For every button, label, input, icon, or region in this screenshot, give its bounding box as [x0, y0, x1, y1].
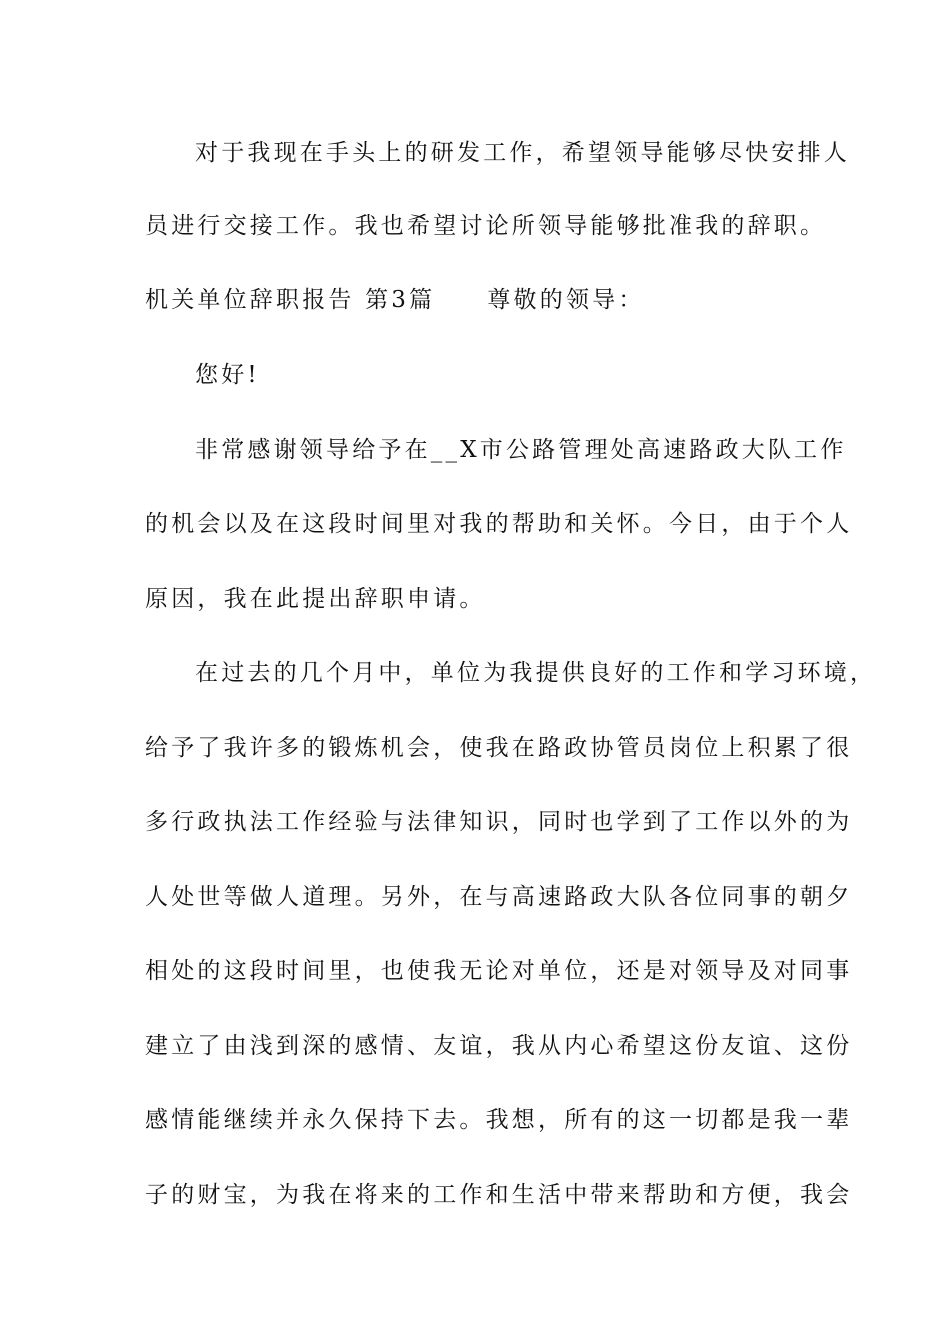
paragraph-line: 人处世等做人道理。另外，在与高速路政大队各位同事的朝夕: [145, 884, 853, 910]
section-heading-line: [145, 285, 645, 315]
paragraph-line: 员进行交接工作。我也希望讨论所领导能够批准我的辞职。: [145, 213, 827, 239]
section-heading: 机关单位辞职报告 第3篇: [145, 287, 436, 313]
paragraph-line: 建立了由浅到深的感情、友谊，我从内心希望这份友谊、这份: [145, 1033, 853, 1059]
paragraph-line: 非常感谢领导给予在__X市公路管理处高速路政大队工作: [195, 437, 847, 463]
paragraph-line: 多行政执法工作经验与法律知识，同时也学到了工作以外的为: [145, 809, 853, 835]
paragraph-line: 子的财宝，为我在将来的工作和生活中带来帮助和方便，我会: [145, 1182, 853, 1208]
paragraph-line: 原因，我在此提出辞职申请。: [145, 586, 486, 612]
paragraph-line: 对于我现在手头上的研发工作，希望领导能够尽快安排人: [195, 140, 850, 166]
paragraph-line: 在过去的几个月中，单位为我提供良好的工作和学习环境，: [195, 660, 877, 686]
paragraph-line: 给予了我许多的锻炼机会，使我在路政协管员岗位上积累了很: [145, 735, 853, 761]
paragraph-line: 感情能继续并永久保持下去。我想，所有的这一切都是我一辈: [145, 1107, 853, 1133]
greeting-line: 您好!: [195, 362, 260, 388]
salutation: 尊敬的领导：: [487, 287, 645, 313]
paragraph-line: 的机会以及在这段时间里对我的帮助和关怀。今日，由于个人: [145, 511, 853, 537]
paragraph-line: 相处的这段时间里，也使我无论对单位，还是对领导及对同事: [145, 958, 853, 984]
